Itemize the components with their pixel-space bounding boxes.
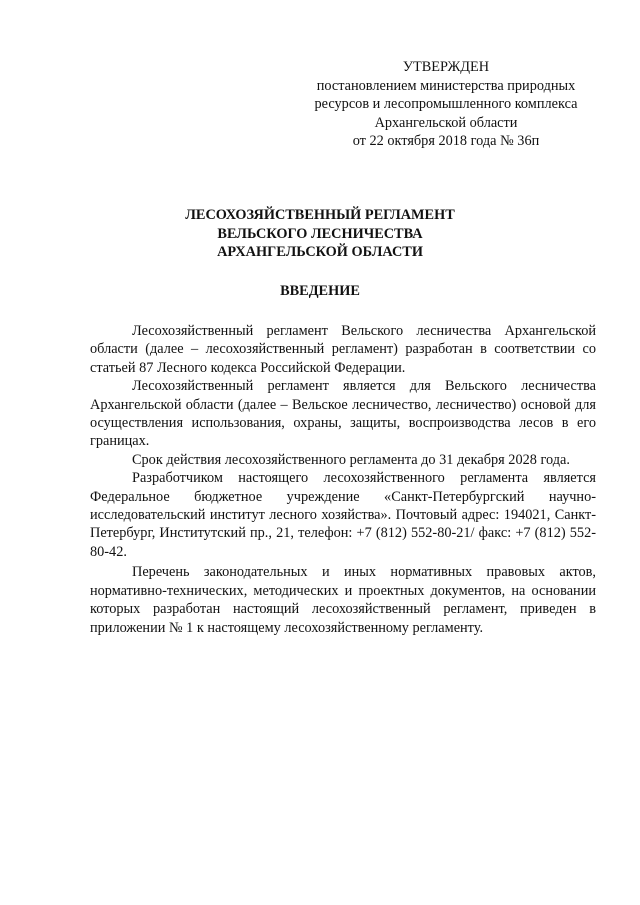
paragraph: Перечень законодательных и иных нормативных правовых актов, нормативно-технических, методических и проектных документов, на основании которых разработан настоящий лесохозяйственный регламент, приведен в приложении № 1 к настоящему лесохозяйственному регламенту. — [90, 564, 596, 636]
section-heading: ВВЕДЕНИЕ — [280, 283, 360, 299]
approval-line: Архангельской области — [374, 114, 518, 131]
approval-line: постановлением министерства природных — [316, 77, 576, 94]
approval-title: УТВЕРЖДЕН — [402, 59, 490, 75]
approval-line: ресурсов и лесопромышленного комплекса — [314, 96, 578, 112]
title-line: АРХАНГЕЛЬСКОЙ ОБЛАСТИ — [217, 244, 423, 260]
paragraph: Лесохозяйственный регламент Вельского лесничества Архангельской области (далее – лесохозяйственный регламент) разработан в соответствии со статьей 87 Лесного кодекса Российской Федерации. — [90, 323, 596, 376]
approval-date: от 22 октября 2018 года № 36п — [352, 133, 540, 149]
document-title — [120, 206, 520, 262]
paragraph: Лесохозяйственный регламент является для Вельского лесничества Архангельской области (далее – Вельское лесничество, лесничество) основой для осуществления использования, охраны, защиты, воспроизводства лесов в его границах. — [90, 378, 596, 450]
approval-stamp — [296, 58, 596, 151]
paragraph: Срок действия лесохозяйственного регламента до 31 декабря 2028 года. — [132, 451, 570, 468]
paragraph: Разработчиком настоящего лесохозяйственного регламента является Федеральное бюджетное учреждение «Санкт-Петербургский научно-исследовательский институт лесного хозяйства». Почтовый адрес: 194021, Санкт-Петербург, Институтский пр., 21, телефон: +7 (812) 552-80-21/ факс: +7 (812) 552-80-42. — [90, 470, 596, 560]
title-line: ВЕЛЬСКОГО ЛЕСНИЧЕСТВА — [217, 225, 423, 242]
body-text — [90, 322, 596, 637]
title-line: ЛЕСОХОЗЯЙСТВЕННЫЙ РЕГЛАМЕНТ — [185, 207, 455, 223]
